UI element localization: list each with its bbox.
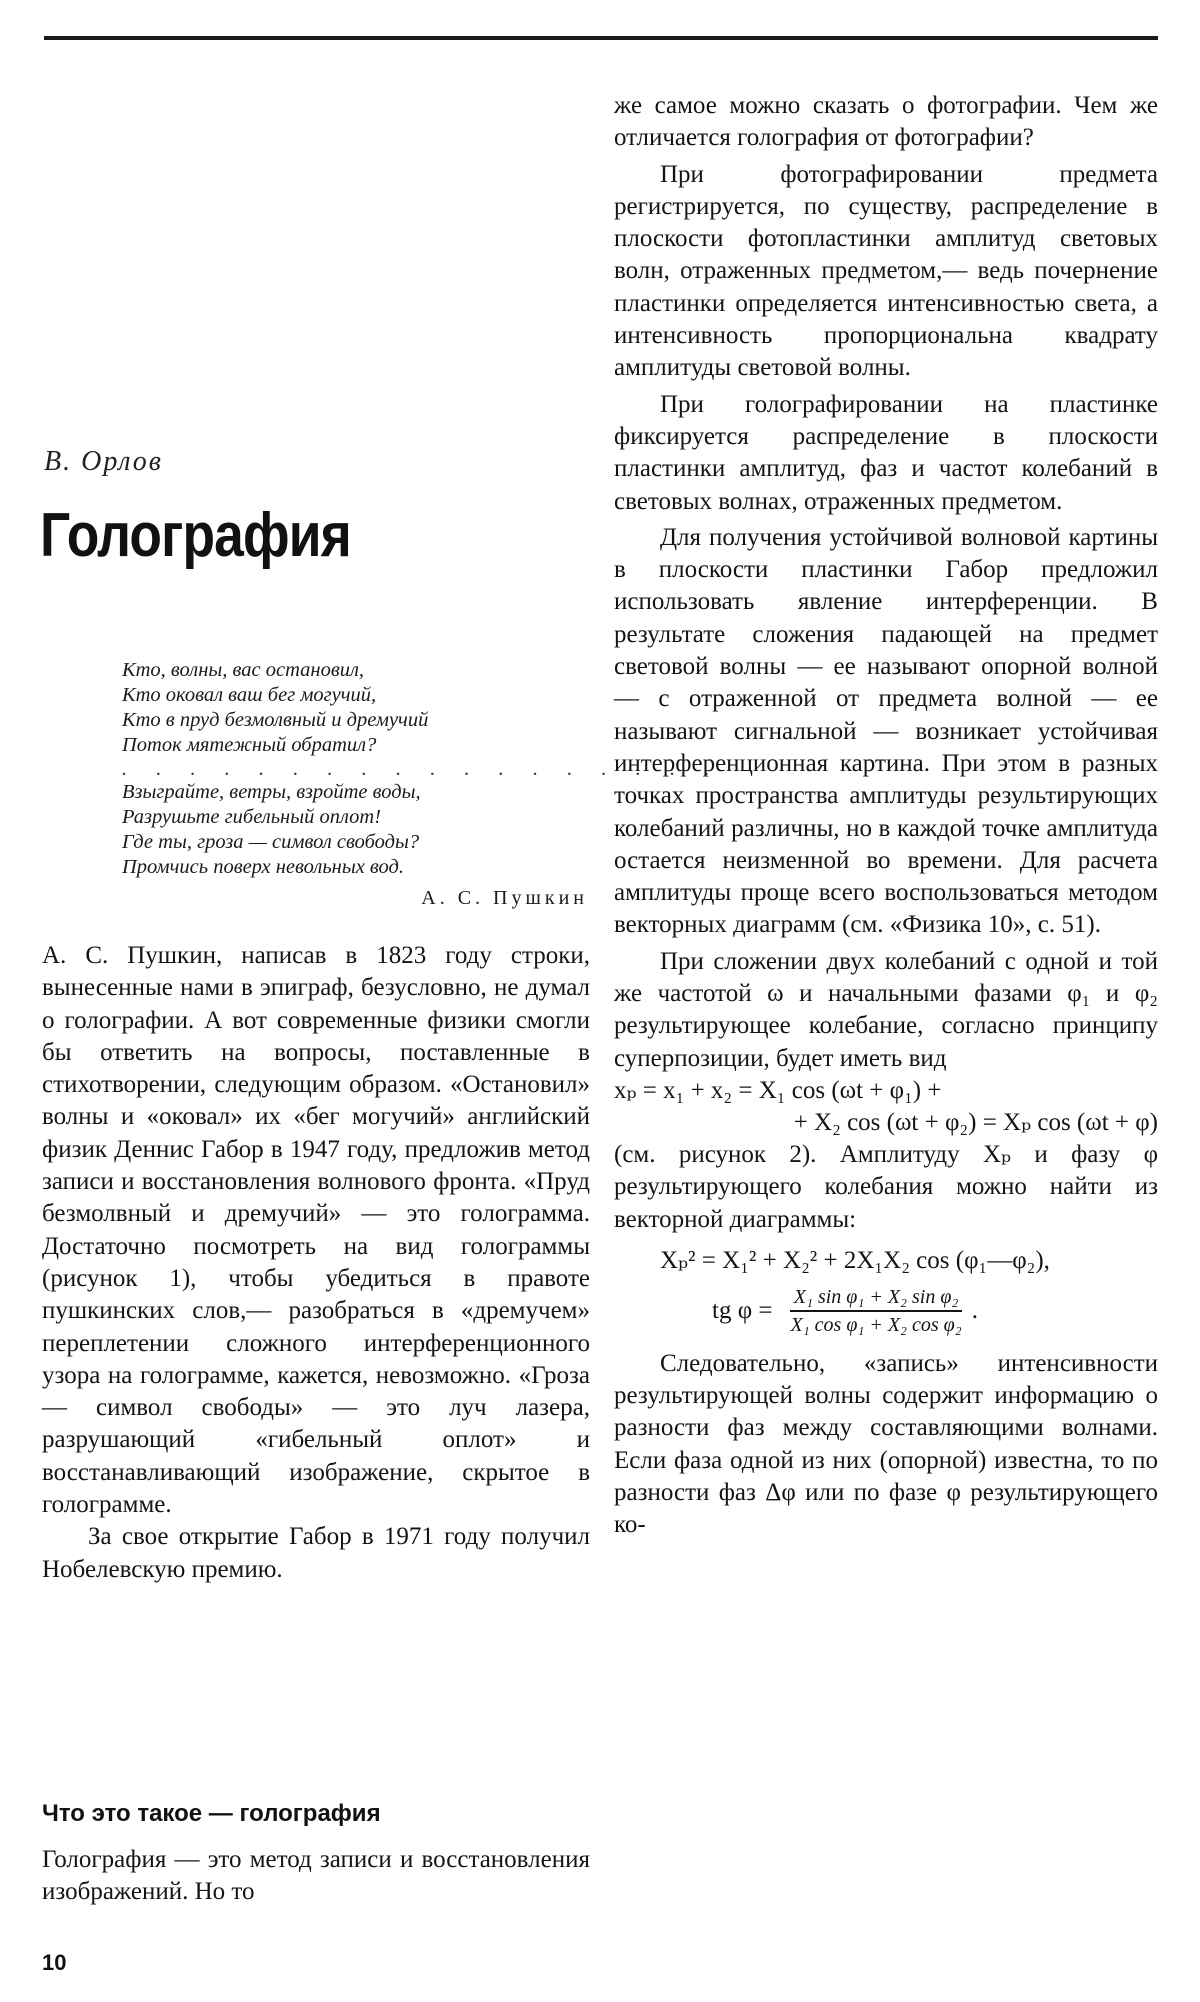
paragraph: При голографировании на пластинке фиксируется распределение в плоскости пластинки амплитуд, фаз и частот колебаний в световых волнах, отраженных предметом.: [614, 390, 1158, 515]
epigraph-line: Где ты, гроза — символ свободы?: [122, 831, 420, 853]
epigraph: [122, 658, 722, 911]
right-column: [614, 90, 1158, 1542]
formula-line: xₚ = x₁ + x₂ = X₁ cos (ωt + φ₁) +: [614, 1076, 942, 1104]
fraction: [786, 1284, 965, 1338]
paragraph: Следовательно, «запись» интенсивности результирующей волны содержит информацию о разности фаз между составляющими волнами. Если фаза одной из них (опорной) известна, то по разности фаз Δφ или по фазе φ результирующего ко-: [614, 1349, 1158, 1539]
epigraph-line: Кто в пруд безмолвный и дремучий: [122, 709, 429, 731]
section-heading: Что это такое — голография: [42, 1800, 381, 1827]
epigraph-ellipsis: . . . . . . . . . . . . . . . . . .: [122, 758, 722, 780]
article-title: Голография: [40, 501, 351, 570]
paragraph: же самое можно сказать о фотографии. Чем же отличается голография от фотографии?: [614, 92, 1158, 152]
epigraph-line: Промчись поверх невольных вод.: [122, 856, 405, 878]
fraction-denominator: X₁ cos φ₁ + X₂ cos φ₂: [790, 1313, 962, 1336]
paragraph: А. С. Пушкин, написав в 1823 году строки, вынесенные нами в эпиграф, безусловно, не думал о голографии. А вот современные физики смогли бы ответить на вопросы, поставленные в стихотворении, следующим образом. «Остановил» волны и «оковал» их «бег могучий» английский физик Деннис Габор в 1947 году, предложив метод записи и восстановления волнового фронта. «Пруд безмолвный и дремучий» — это голограмма. Достаточно посмотреть на вид голограммы (рисунок 1), чтобы убедиться в правоте пушкинских слов,— разобраться в «дремучем» переплетении сложного интерференционного узора на голограмме, кажется, невозможно. «Гроза — символ свободы» — это луч лазера, разрушающий «гибельный оплот» и восстанавливающий изображение, скрытое в голограмме.: [42, 942, 590, 1519]
paragraph: Для получения устойчивой волновой картины в плоскости пластинки Габор предложил использовать явление интерференции. В результате сложения падающей на предмет световой волны — ее называют опорной волной — с отраженной от предмета волной — ее называют сигнальной — возникает устойчивая интерференционная картина. При этом в разных точках пространства амплитуды результирующих колебаний различны, но в каждой точке амплитуда остается неизменной во времени. Для расчета амплитуды проще всего воспользоваться методом векторных диаграмм (см. «Физика 10», с. 51).: [614, 523, 1158, 939]
equation-tail: .: [971, 1296, 978, 1324]
epigraph-line: Разрушьте гибельный оплот!: [122, 806, 382, 828]
epigraph-signature: А. С. Пушкин: [421, 887, 588, 909]
paragraph: Голография — это метод записи и восстановления изображений. Но то: [42, 1846, 590, 1906]
top-rule: [44, 36, 1158, 40]
epigraph-line: Поток мятежный обратил?: [122, 734, 377, 756]
paragraph: (см. рисунок 2). Амплитуду Xₚ и фазу φ результирующего колебания можно найти из векторной диаграммы:: [614, 1140, 1158, 1233]
equation-lhs: tg φ =: [712, 1296, 773, 1324]
paragraph: За свое открытие Габор в 1971 году получил Нобелевскую премию.: [42, 1523, 590, 1583]
author-name: В. Орлов: [44, 446, 163, 477]
paragraph: При сложении двух колебаний с одной и той же частотой ω и начальными фазами φ₁ и φ₂ результирующее колебание, согласно принципу суперпозиции, будет иметь вид: [614, 947, 1158, 1072]
formula-line: + X₂ cos (ωt + φ₂) = Xₚ cos (ωt + φ): [793, 1108, 1158, 1136]
epigraph-line: Взыграйте, ветры, взройте воды,: [122, 781, 421, 803]
left-column-bottom: [42, 1844, 590, 1909]
paragraph: При фотографировании предмета регистрируется, по существу, распределение в плоскости фотопластинки амплитуд световых волн, отраженных предметом,— ведь почернение пластинки определяется интенсивностью света, а интенсивность пропорциональна квадрату амплитуды световой волны.: [614, 160, 1158, 382]
equation-block: [614, 1242, 1158, 1338]
epigraph-line: Кто оковал ваш бег могучий,: [122, 684, 377, 706]
equation-phase: [614, 1284, 1158, 1338]
fraction-numerator: X₁ sin φ₁ + X₂ sin φ₂: [790, 1284, 963, 1312]
left-column: [42, 940, 590, 1586]
page-number: 10: [42, 1950, 67, 1975]
epigraph-line: Кто, волны, вас остановил,: [122, 659, 365, 681]
equation-amplitude: Xₚ² = X₁² + X₂² + 2X₁X₂ cos (φ₁—φ₂),: [660, 1246, 1050, 1274]
